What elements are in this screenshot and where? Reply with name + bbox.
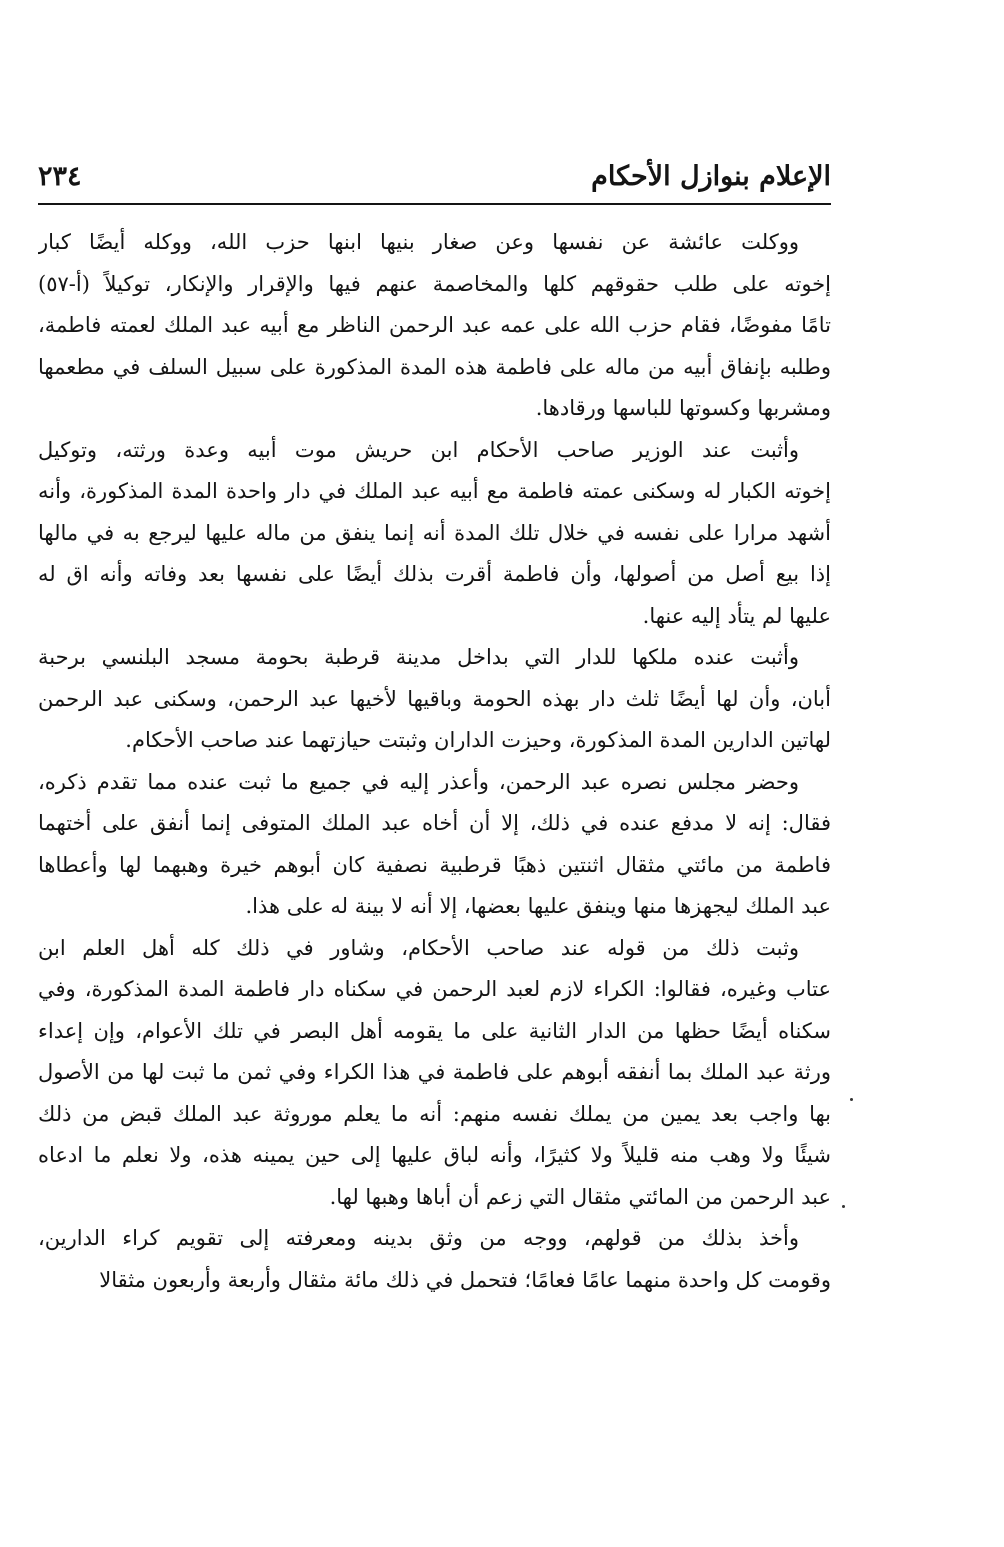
page-body bbox=[38, 222, 831, 1301]
text-line: شيئًا ولا وهب منه قليلاً ولا كثيرًا، وأنه لباق عليها إلى حين يمينه هذه، ولا نعلم ما ادعاه bbox=[38, 1143, 831, 1167]
text-line: إخوته على طلب حقوقهم كلها والمخاصمة عنهم فيها والإقرار والإنكار، توكيلاً (أ-٥٧) bbox=[38, 271, 831, 296]
paragraph bbox=[38, 1218, 831, 1301]
text-line: أشهد مرارا على نفسه في خلال تلك المدة أنه إنما ينفق من ماله عليها ليرجع به في مالها bbox=[38, 520, 831, 545]
text-line: عبد الرحمن من المائتي مثقال التي زعم أن أباها وهبها لها. bbox=[329, 1184, 831, 1209]
text-line: وطلبه بإنفاق أبيه من ماله على فاطمة هذه المدة المذكورة على سبيل السلف في مطعمها bbox=[38, 354, 831, 379]
page-number: ٢٣٤ bbox=[38, 161, 82, 192]
text-line: وأثبت عند الوزير صاحب الأحكام ابن حريش موت أبيه وعدة ورثته، وتوكيل bbox=[38, 437, 799, 462]
text-line: عتاب وغيره، فقالوا: الكراء لازم لعبد الرحمن في سكناه دار فاطمة المدة المذكورة، وفي bbox=[38, 977, 831, 1001]
text-line: ومشربها وكسوتها للباسها ورقادها. bbox=[535, 396, 831, 420]
text-line: فقال: إنه لا مدفع عنده في ذلك، إلا أن أخاه عبد الملك المتوفى إنما أنفق على أختهما bbox=[38, 811, 831, 835]
text-line: سكناه أيضًا حظها من الدار الثانية على ما يقومه أهل البصر في تلك الأعوام، وإن إعداء bbox=[38, 1018, 831, 1043]
text-line: إذا بيع أصل من أصولها، وأن فاطمة أقرت بذلك أيضًا على نفسها بعد وفاته وأنه اق له bbox=[38, 562, 831, 586]
paragraph bbox=[38, 430, 831, 638]
text-line: وأخذ بذلك من قولهم، ووجه من وثق بدينه ومعرفته إلى تقويم كراء الدارين، bbox=[38, 1226, 799, 1250]
text-line: بها واجب بعد يمين من يملك نفسه منهم: أنه ما يعلم موروثة عبد الملك قبض من ذلك bbox=[38, 1101, 831, 1126]
text-line: عبد الملك ليجهزها منها وينفق عليها بعضها، إلا أنه لا بينة له على هذا. bbox=[245, 894, 831, 918]
paragraph bbox=[38, 928, 831, 1219]
text-line: ووكلت عائشة عن نفسها وعن صغار بنيها ابنها حزب الله، ووكله أيضًا كبار bbox=[38, 230, 799, 254]
text-line: عليها لم يتأد إليه عنها. bbox=[642, 603, 831, 628]
text-line: أبان، وأن لها أيضًا ثلث دار بهذه الحومة وباقيها لأخيها عبد الرحمن، وسكنى عبد الرحمن bbox=[38, 686, 831, 711]
running-header bbox=[38, 158, 831, 198]
text-line: ورثة عبد الملك بما أنفقه أبوهم على فاطمة في هذا الكراء وفي ثمن ما ثبت لها من الأصول bbox=[38, 1060, 831, 1084]
text-line: وقومت كل واحدة منهما عامًا فعامًا؛ فتحمل في ذلك مائة مثقال وأربعة وأربعون مثقالا bbox=[99, 1267, 831, 1292]
header-divider bbox=[38, 203, 831, 205]
text-line: فاطمة من مائتي مثقال اثنتين ذهبًا قرطبية نصفية كان أبوهم خيرة وهبهما لها وأعطاها bbox=[38, 852, 831, 877]
paragraph bbox=[38, 762, 831, 928]
text-line: لهاتين الدارين المدة المذكورة، وحيزت الداران وثبتت حيازتهما عند صاحب الأحكام. bbox=[125, 728, 831, 752]
text-line: وحضر مجلس نصره عبد الرحمن، وأعذر إليه في جميع ما ثبت عنده مما تقدم ذكره، bbox=[38, 769, 799, 794]
paragraph bbox=[38, 637, 831, 762]
scan-speck bbox=[842, 1205, 845, 1208]
text-line: وأثبت عنده ملكها للدار التي بداخل مدينة قرطبة بحومة مسجد البلنسي برحبة bbox=[38, 645, 799, 669]
book-title: الإعلام بنوازل الأحكام bbox=[591, 161, 831, 192]
text-line: إخوته الكبار له وسكنى عمته فاطمة مع أبيه عبد الملك في دار واحدة المدة المذكورة، وأنه bbox=[38, 479, 831, 503]
text-line: تامًا مفوضًا، فقام حزب الله على عمه عبد الرحمن الناظر مع أبيه عبد الملك لعمته فاطمة، bbox=[38, 313, 831, 337]
scan-speck bbox=[850, 1098, 853, 1101]
text-line: وثبت ذلك من قوله عند صاحب الأحكام، وشاور في ذلك كله أهل العلم ابن bbox=[38, 935, 799, 960]
paragraph bbox=[38, 222, 831, 430]
